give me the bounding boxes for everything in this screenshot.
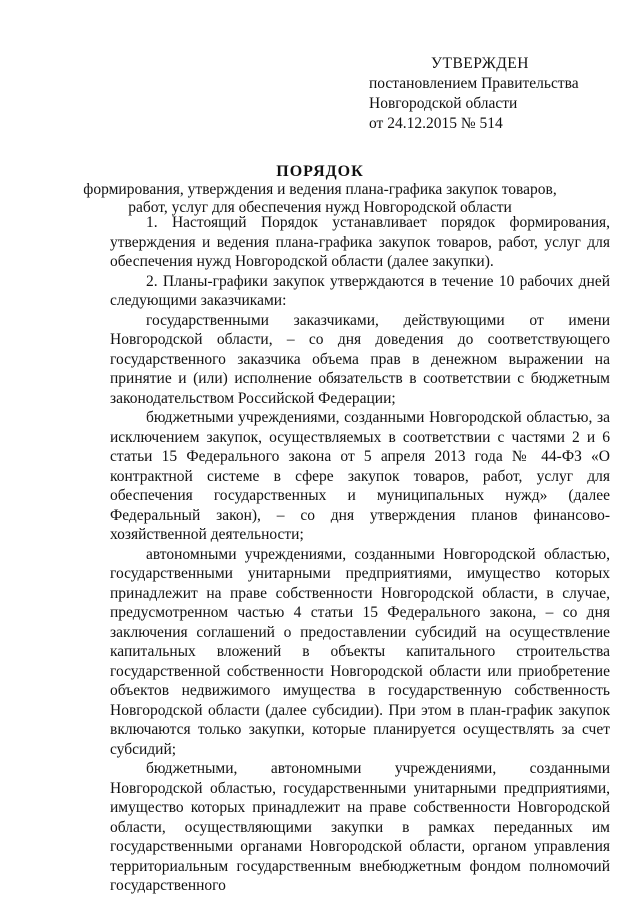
subtitle-line-1: формирования, утверждения и ведения плана-графика закупок товаров,: [83, 181, 557, 198]
subtitle-line-2: работ, услуг для обеспечения нужд Новгородской области: [128, 199, 512, 216]
paragraph-5: автономными учреждениями, созданными Новгородской областью, государственными унитарными предприятиями, имущество которых принадлежит на праве собственности Новгородской области, в случае, предусмотренном частью 4 статьи 15 Федерального закона, – со дня заключения соглашений о предоставлении субсидий на осуществление капитальных вложений в объекты капитального строительства государственной собственности Новгородской области или приобретение объектов недвижимого имущества в государственную собственность Новгородской области (далее субсидии). При этом в план-график закупок включаются только закупки, которые планируется осуществлять за счет субсидий;: [110, 545, 610, 758]
document-title: ПОРЯДОК: [276, 163, 364, 180]
paragraph-3: государственными заказчиками, действующими от имени Новгородской области, – со дня доведения до соответствующего государственного заказчика объема прав в денежном выражении на принятие и (или) исполнение обязательств в соответствии с бюджетным законодательством Российской Федерации;: [110, 311, 610, 407]
paragraph-6: бюджетными, автономными учреждениями, созданными Новгородской областью, государственными унитарными предприятиями, имущество которых принадлежит на праве собственности Новгородской области, осуществляющими закупки в рамках переданных им государственными органами Новгородской области, органом управления территориальным государственным внебюджетным фондом полномочий государственного: [110, 760, 610, 894]
document-subtitle: [0, 181, 640, 217]
paragraph-2: 2. Планы-графики закупок утверждаются в течение 10 рабочих дней следующими заказчиками:: [110, 272, 610, 309]
approval-block: [369, 54, 629, 134]
approval-heading: УТВЕРЖДЕН: [431, 55, 529, 72]
approval-line-3: от 24.12.2015 № 514: [369, 115, 503, 132]
paragraph-4: бюджетными учреждениями, созданными Новгородской областью, за исключением закупок, осуществляемых в соответствии с частями 2 и 6 статьи 15 Федерального закона от 5 апреля 2013 года № 44-ФЗ «О контрактной системе в сфере закупок товаров, работ, услуг для обеспечения государственных и муниципальных нужд» (далее Федеральный закон), – со дня утверждения планов финансово-хозяйственной деятельности;: [110, 409, 610, 543]
approval-line-1: постановлением Правительства: [369, 75, 579, 92]
paragraph-1: 1. Настоящий Порядок устанавливает порядок формирования, утверждения и ведения плана-графика закупок товаров, работ, услуг для обеспечения нужд Новгородской области (далее закупки).: [110, 214, 610, 270]
document-body: [110, 213, 610, 896]
approval-line-2: Новгородской области: [369, 95, 518, 112]
